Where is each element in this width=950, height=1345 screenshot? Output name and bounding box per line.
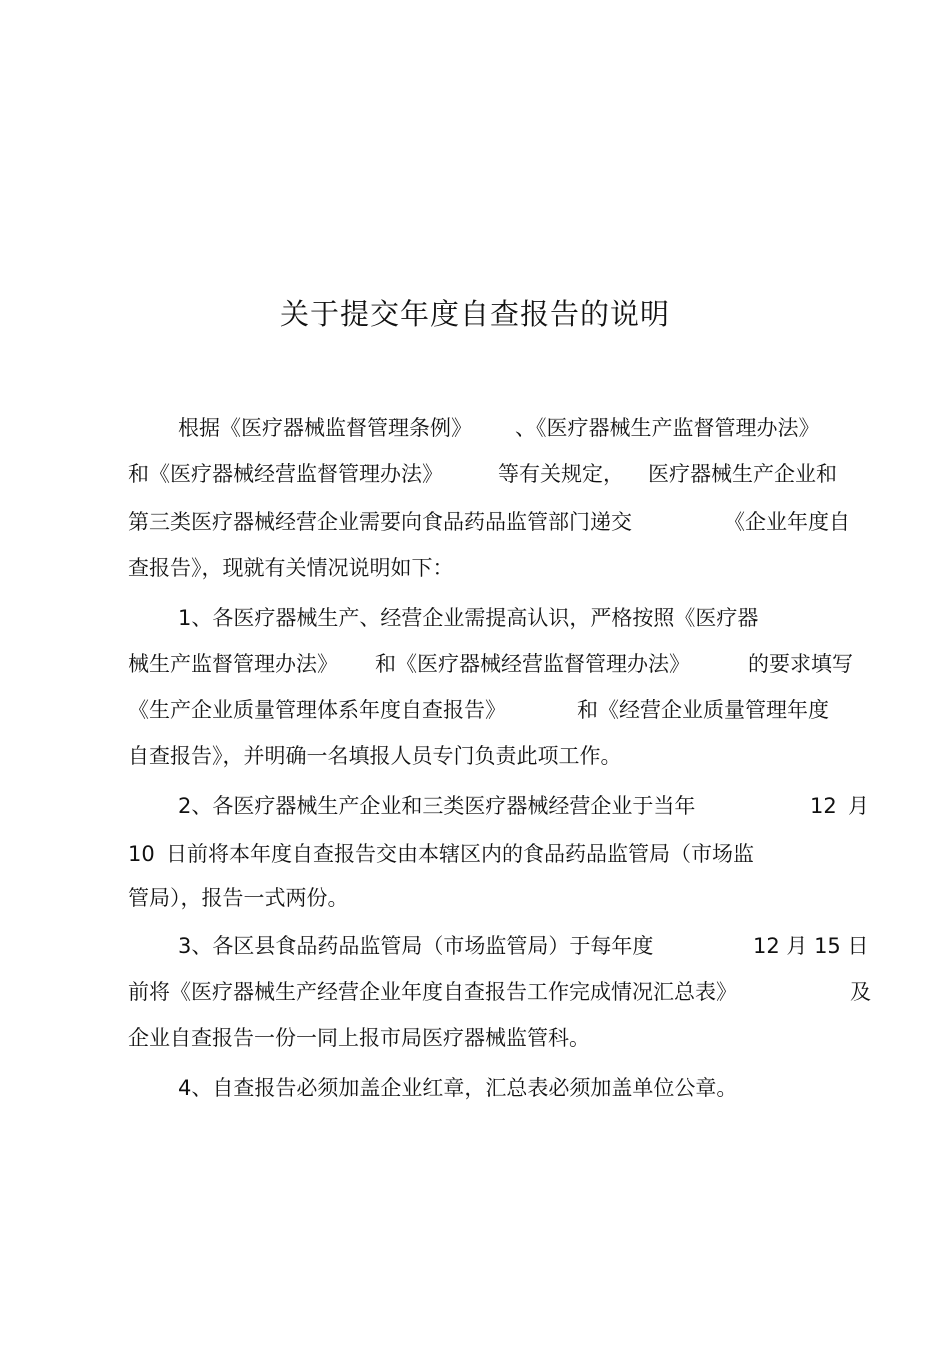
document-title: 关于提交年度自查报告的说明: [279, 297, 670, 331]
text-segment: 《生产企业质量管理体系年度自查报告》: [128, 698, 506, 722]
text-segment: 12 月 15 日: [753, 934, 869, 958]
text-segment: 2、各医疗器械生产企业和三类医疗器械经营企业于当年: [178, 794, 696, 818]
paragraph-2-line-4: [0, 742, 950, 770]
text-segment: 和《医疗器械经营监督管理办法》: [375, 652, 690, 676]
text-segment: 月: [848, 794, 869, 818]
paragraph-3-line-3: [0, 884, 950, 912]
text-segment: 及: [850, 980, 871, 1004]
text-segment: 和《经营企业质量管理年度: [577, 698, 829, 722]
text-segment: 等有关规定，: [498, 462, 624, 486]
text-segment: 根据《医疗器械监督管理条例》: [178, 416, 472, 440]
text-segment: 4、自查报告必须加盖企业红章，汇总表必须加盖单位公章。: [178, 1076, 738, 1100]
paragraph-2-line-3: [0, 696, 950, 724]
text-segment: 医疗器械生产企业和: [648, 462, 837, 486]
text-segment: 3、各区县食品药品监管局（市场监管局）于每年度: [178, 934, 654, 958]
text-segment: 《企业年度自: [724, 510, 850, 534]
paragraph-2-line-1: [0, 604, 950, 632]
text-segment: 1、各医疗器械生产、经营企业需提高认识，严格按照《医疗器: [178, 606, 759, 630]
text-segment: 管局），报告一式两份。: [128, 886, 349, 910]
paragraph-3-line-2: [0, 840, 950, 868]
paragraph-1-line-3: [0, 508, 950, 536]
text-segment: 械生产监督管理办法》: [128, 652, 338, 676]
paragraph-4-line-1: [0, 932, 950, 960]
text-segment: 自查报告》，并明确一名填报人员专门负责此项工作。: [128, 744, 622, 768]
text-segment: 查报告》，现就有关情况说明如下：: [128, 556, 454, 580]
paragraph-1-line-1: [0, 414, 950, 442]
text-segment: 前将《医疗器械生产经营企业年度自查报告工作完成情况汇总表》: [128, 980, 737, 1004]
text-segment: 第三类医疗器械经营企业需要向食品药品监管部门递交: [128, 510, 632, 534]
text-segment: 、《医疗器械生产监督管理办法》: [515, 416, 820, 440]
text-segment: 企业自查报告一份一同上报市局医疗器械监管科。: [128, 1026, 590, 1050]
text-segment: 的要求填写: [748, 652, 853, 676]
paragraph-4-line-2: [0, 978, 950, 1006]
paragraph-4-line-3: [0, 1024, 950, 1052]
paragraph-1-line-2: [0, 460, 950, 488]
paragraph-3-line-1: [0, 792, 950, 820]
text-segment: 和《医疗器械经营监督管理办法》: [128, 462, 443, 486]
paragraph-5-line-1: [0, 1074, 950, 1102]
paragraph-1-line-4: [0, 554, 950, 582]
text-segment: 10: [128, 842, 155, 866]
text-segment: 日前将本年度自查报告交由本辖区内的食品药品监管局（市场监: [166, 842, 754, 866]
paragraph-2-line-2: [0, 650, 950, 678]
text-segment: 12: [810, 794, 837, 818]
